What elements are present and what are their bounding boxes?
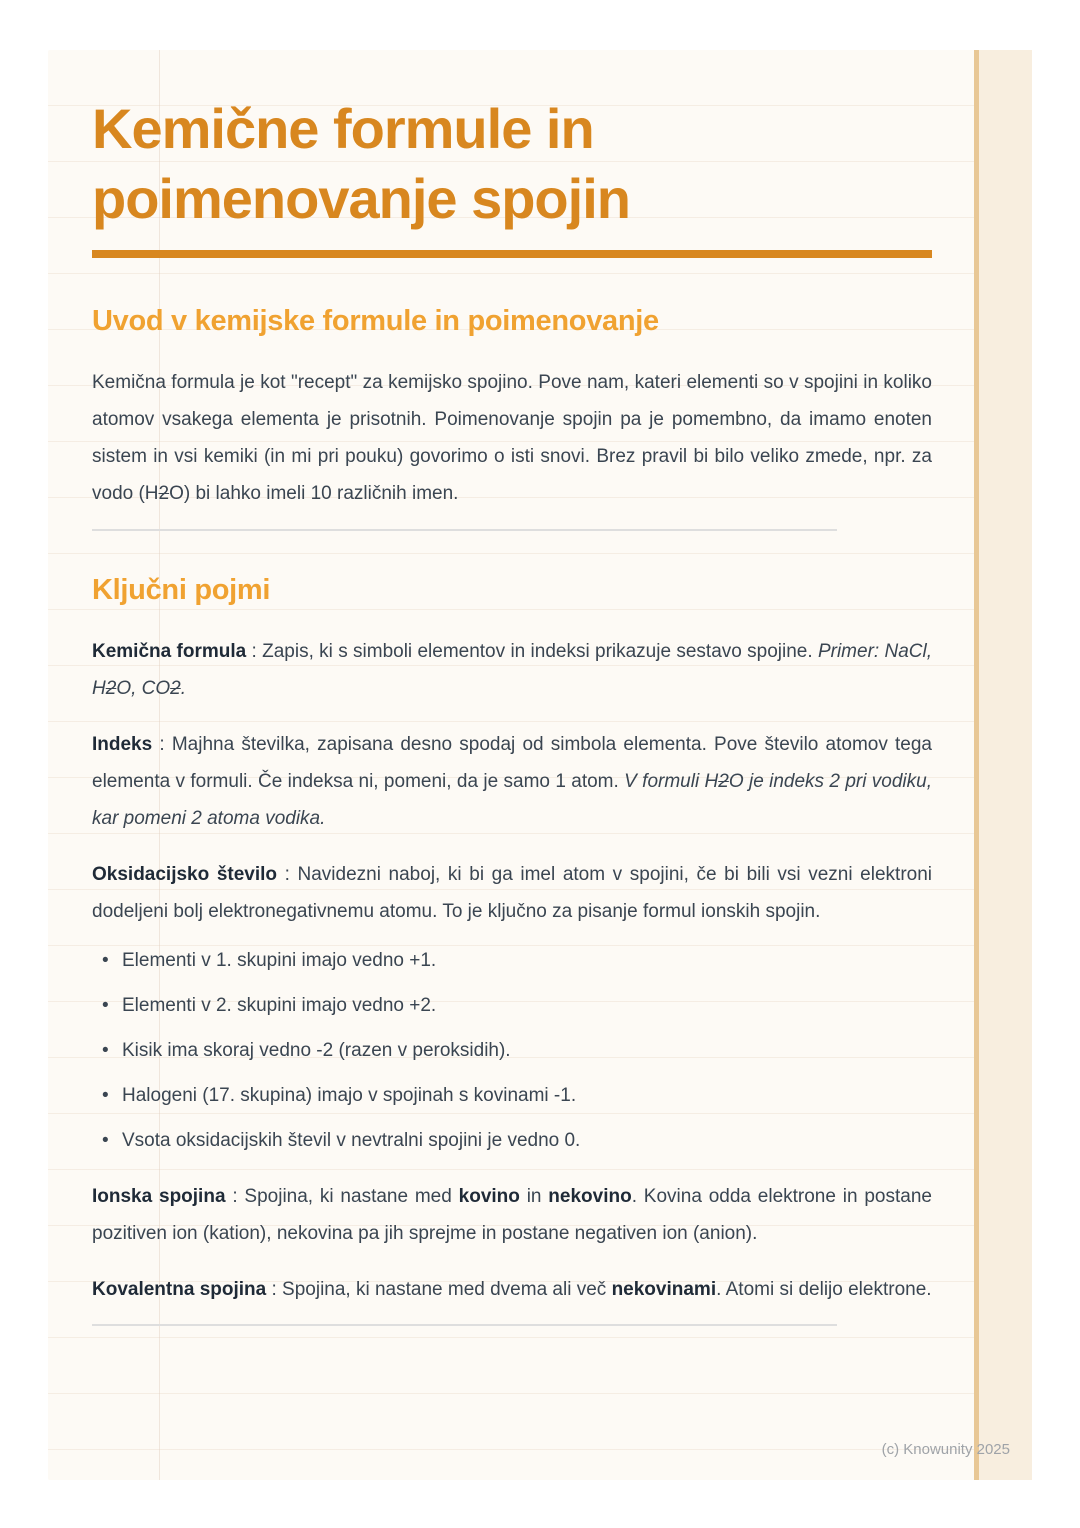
page-content xyxy=(92,50,932,1326)
oxidation-rules-list xyxy=(92,942,932,1159)
list-item: • Halogeni (17. skupina) imajo v spojinah s kovinami -1. xyxy=(92,1077,932,1114)
list-item: • Kisik ima skoraj vedno -2 (razen v peroksidih). xyxy=(92,1032,932,1069)
term-paragraph-kemicna-formula: Kemična formula : Zapis, ki s simboli elementov in indeksi prikazuje sestavo spojine. Primer: NaCl, H2O, CO2. xyxy=(92,641,932,699)
term-paragraph-oksidacijsko-stevilo: Oksidacijsko število : Navidezni naboj, ki bi ga imel atom v spojini, če bi bili vsi vezni elektroni dodeljeni bolj elektronegativnemu atomu. To je ključno za pisanje formul ionskih spojin. xyxy=(92,864,933,922)
section-divider xyxy=(92,1324,837,1326)
intro-paragraph: Kemična formula je kot "recept" za kemijsko spojino. Pove nam, kateri elementi so v spojini in koliko atomov vsakega elementa je prisotnih. Poimenovanje spojin pa je pomembno, da imamo enoten sistem in vsi kemiki (in mi pri pouku) govorimo o isti snovi. Brez pravil bi bilo veliko zmede, npr. za vodo (H2O) bi lahko imeli 10 različnih imen. xyxy=(92,372,932,504)
note-page xyxy=(48,50,1032,1480)
page-title-line-2: poimenovanje spojin xyxy=(92,167,630,230)
term-paragraph-ionska-spojina: Ionska spojina : Spojina, ki nastane med kovino in nekovino. Kovina odda elektrone in postane pozitiven ion (kation), nekovina pa jih sprejme in postane negativen ion (anion). xyxy=(92,1186,932,1244)
section-divider xyxy=(92,529,837,531)
page-title-line-1: Kemične formule in xyxy=(92,97,594,160)
list-item: • Elementi v 1. skupini imajo vedno +1. xyxy=(92,942,932,979)
copyright-notice: (c) Knowunity 2025 xyxy=(881,1441,1010,1458)
page-title xyxy=(92,94,932,234)
list-item: • Elementi v 2. skupini imajo vedno +2. xyxy=(92,987,932,1024)
page-edge-strip xyxy=(974,50,1032,1480)
term-paragraph-kovalentna-spojina: Kovalentna spojina : Spojina, ki nastane med dvema ali več nekovinami. Atomi si delijo elektrone. xyxy=(92,1279,932,1300)
list-item: • Vsota oksidacijskih števil v nevtralni spojini je vedno 0. xyxy=(92,1122,932,1159)
section-heading-intro: Uvod v kemijske formule in poimenovanje xyxy=(92,305,659,337)
term-paragraph-indeks: Indeks : Majhna številka, zapisana desno spodaj od simbola elementa. Pove število atomov tega elementa v formuli. Če indeksa ni, pomeni, da je samo 1 atom. V formuli H2O je indeks 2 pri vodiku, kar pomeni 2 atoma vodika. xyxy=(92,734,932,829)
title-underline-rule xyxy=(92,250,932,258)
section-heading-key-terms: Ključni pojmi xyxy=(92,574,271,606)
